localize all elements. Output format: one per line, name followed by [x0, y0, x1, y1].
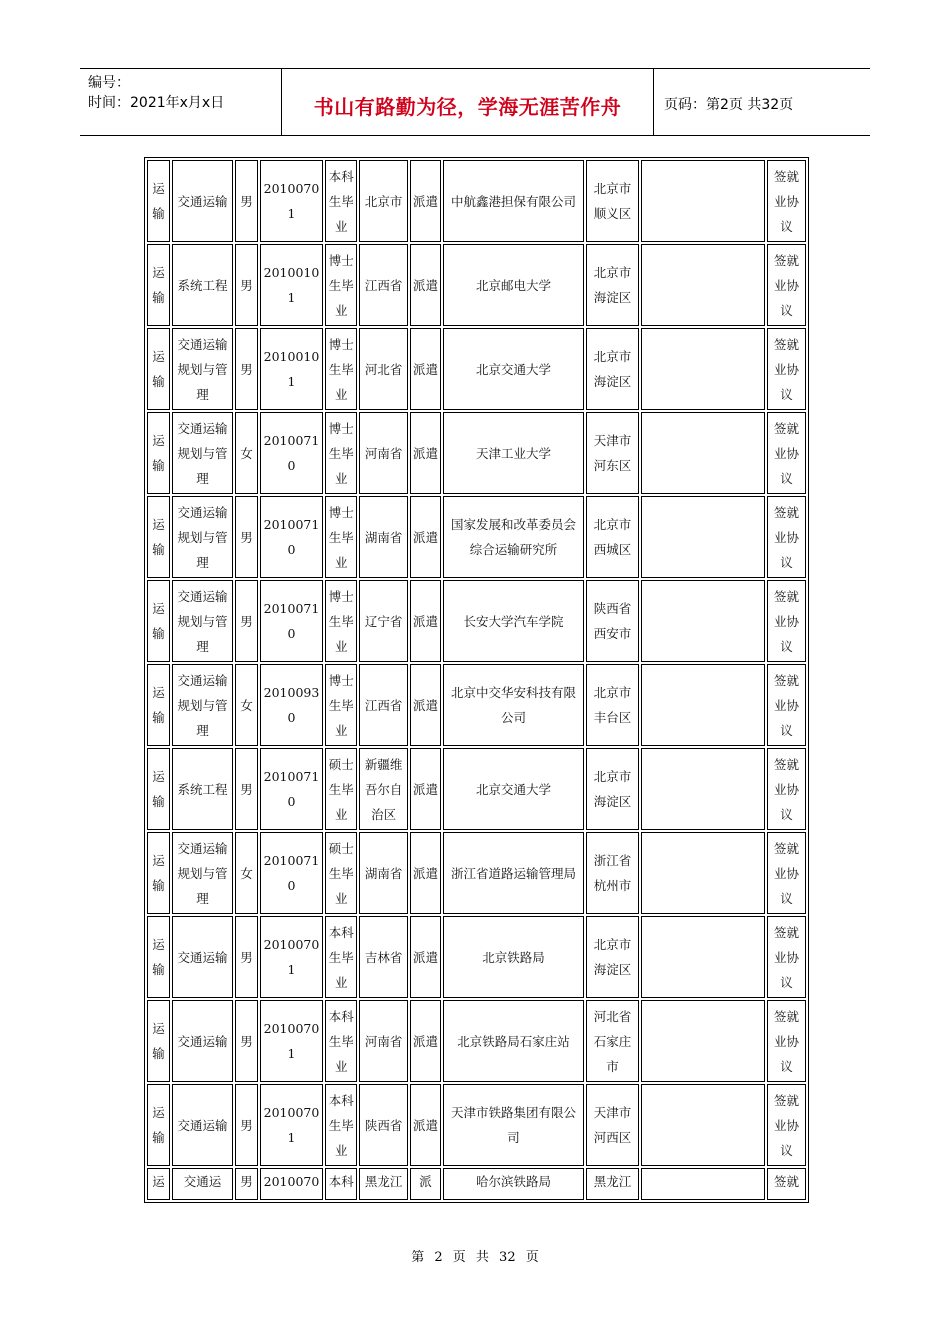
cell-degree: 硕士生毕业 — [325, 832, 358, 914]
cell-major: 交通运输规划与管理 — [172, 496, 233, 578]
cell-dept: 运输 — [147, 496, 170, 578]
cell-degree: 本科生毕业 — [325, 916, 358, 998]
cell-dept: 运输 — [147, 1000, 170, 1082]
cell-date: 20100701 — [260, 1084, 323, 1166]
cell-date: 20100710 — [260, 496, 323, 578]
cell-agreement: 签就业协议 — [767, 1000, 806, 1082]
cell-date: 20100701 — [260, 1000, 323, 1082]
cell-employer: 北京交通大学 — [443, 748, 584, 830]
cell-gender: 男 — [235, 1168, 258, 1200]
cell-dept: 运输 — [147, 832, 170, 914]
cell-major: 系统工程 — [172, 244, 233, 326]
cell-remark — [641, 1000, 765, 1082]
cell-dispatch: 派遣 — [410, 748, 441, 830]
cell-date: 2010070 — [260, 1168, 323, 1200]
table-row — [147, 496, 806, 578]
cell-location: 北京市海淀区 — [586, 916, 640, 998]
cell-gender: 男 — [235, 328, 258, 410]
cell-location: 北京市顺义区 — [586, 160, 640, 242]
cell-degree: 博士生毕业 — [325, 328, 358, 410]
cell-dept: 运输 — [147, 160, 170, 242]
cell-employer: 中航鑫港担保有限公司 — [443, 160, 584, 242]
cell-dispatch: 派遣 — [410, 916, 441, 998]
cell-agreement: 签就业协议 — [767, 580, 806, 662]
cell-agreement: 签就业协议 — [767, 1084, 806, 1166]
cell-location: 北京市西城区 — [586, 496, 640, 578]
cell-dept: 运 — [147, 1168, 170, 1200]
cell-gender: 男 — [235, 496, 258, 578]
cell-major: 交通运输 — [172, 1084, 233, 1166]
cell-dispatch: 派 — [410, 1168, 441, 1200]
table-row — [147, 1168, 806, 1200]
cell-date: 20100701 — [260, 916, 323, 998]
cell-remark — [641, 496, 765, 578]
cell-date: 20100701 — [260, 160, 323, 242]
doc-code-label: 编号： — [88, 75, 130, 91]
table-row — [147, 328, 806, 410]
cell-dispatch: 派遣 — [410, 664, 441, 746]
cell-gender: 男 — [235, 1084, 258, 1166]
cell-employer: 天津工业大学 — [443, 412, 584, 494]
cell-dept: 运输 — [147, 244, 170, 326]
page-header — [80, 68, 870, 136]
cell-major: 交通运输 — [172, 916, 233, 998]
cell-degree: 本科 — [325, 1168, 358, 1200]
cell-agreement: 签就业协议 — [767, 916, 806, 998]
cell-province: 江西省 — [359, 244, 407, 326]
cell-agreement: 签就业协议 — [767, 160, 806, 242]
table-row — [147, 916, 806, 998]
cell-remark — [641, 832, 765, 914]
cell-province: 河南省 — [359, 1000, 407, 1082]
cell-dispatch: 派遣 — [410, 1000, 441, 1082]
table-row — [147, 1000, 806, 1082]
table-row — [147, 244, 806, 326]
cell-location: 北京市海淀区 — [586, 244, 640, 326]
cell-agreement: 签就业协议 — [767, 496, 806, 578]
cell-dispatch: 派遣 — [410, 328, 441, 410]
cell-remark — [641, 664, 765, 746]
cell-major: 交通运输规划与管理 — [172, 328, 233, 410]
cell-agreement: 签就 — [767, 1168, 806, 1200]
cell-agreement: 签就业协议 — [767, 412, 806, 494]
cell-degree: 博士生毕业 — [325, 664, 358, 746]
cell-province: 吉林省 — [359, 916, 407, 998]
cell-province: 江西省 — [359, 664, 407, 746]
table-body — [147, 160, 806, 1200]
cell-degree: 本科生毕业 — [325, 1084, 358, 1166]
cell-dispatch: 派遣 — [410, 832, 441, 914]
cell-location: 天津市河西区 — [586, 1084, 640, 1166]
cell-gender: 女 — [235, 832, 258, 914]
cell-dept: 运输 — [147, 328, 170, 410]
cell-location: 河北省石家庄市 — [586, 1000, 640, 1082]
cell-dispatch: 派遣 — [410, 580, 441, 662]
cell-employer: 北京交通大学 — [443, 328, 584, 410]
cell-degree: 本科生毕业 — [325, 160, 358, 242]
cell-dept: 运输 — [147, 916, 170, 998]
cell-province: 湖南省 — [359, 496, 407, 578]
cell-remark — [641, 244, 765, 326]
cell-dept: 运输 — [147, 664, 170, 746]
cell-location: 浙江省杭州市 — [586, 832, 640, 914]
cell-dispatch: 派遣 — [410, 412, 441, 494]
header-motto: 书山有路勤为径，学海无涯苦作舟 — [313, 94, 622, 119]
cell-major: 系统工程 — [172, 748, 233, 830]
cell-gender: 男 — [235, 160, 258, 242]
header-page-info: 页码：第2页 共32页 — [664, 97, 794, 113]
cell-dept: 运输 — [147, 412, 170, 494]
cell-location: 天津市河东区 — [586, 412, 640, 494]
cell-location: 黑龙江 — [586, 1168, 640, 1200]
table-row — [147, 580, 806, 662]
cell-province: 新疆维吾尔自治区 — [359, 748, 407, 830]
cell-province: 北京市 — [359, 160, 407, 242]
cell-remark — [641, 748, 765, 830]
cell-remark — [641, 580, 765, 662]
cell-gender: 男 — [235, 1000, 258, 1082]
cell-province: 辽宁省 — [359, 580, 407, 662]
cell-dept: 运输 — [147, 580, 170, 662]
cell-dispatch: 派遣 — [410, 1084, 441, 1166]
cell-location: 北京市丰台区 — [586, 664, 640, 746]
doc-time-label: 时间：2021年x月x日 — [88, 95, 225, 111]
cell-gender: 女 — [235, 412, 258, 494]
table-row — [147, 748, 806, 830]
cell-dispatch: 派遣 — [410, 160, 441, 242]
cell-dispatch: 派遣 — [410, 496, 441, 578]
cell-date: 20100710 — [260, 412, 323, 494]
header-meta — [80, 69, 282, 135]
cell-employer: 哈尔滨铁路局 — [443, 1168, 584, 1200]
table-row — [147, 832, 806, 914]
cell-degree: 硕士生毕业 — [325, 748, 358, 830]
cell-employer: 北京邮电大学 — [443, 244, 584, 326]
cell-gender: 男 — [235, 580, 258, 662]
cell-agreement: 签就业协议 — [767, 244, 806, 326]
cell-dept: 运输 — [147, 1084, 170, 1166]
cell-date: 20100101 — [260, 244, 323, 326]
cell-gender: 男 — [235, 748, 258, 830]
cell-province: 陕西省 — [359, 1084, 407, 1166]
table-row — [147, 160, 806, 242]
cell-remark — [641, 412, 765, 494]
cell-agreement: 签就业协议 — [767, 328, 806, 410]
cell-remark — [641, 1168, 765, 1200]
cell-degree: 博士生毕业 — [325, 244, 358, 326]
cell-province: 河南省 — [359, 412, 407, 494]
table-row — [147, 412, 806, 494]
cell-major: 交通运输规划与管理 — [172, 832, 233, 914]
cell-degree: 博士生毕业 — [325, 496, 358, 578]
cell-dispatch: 派遣 — [410, 244, 441, 326]
cell-employer: 天津市铁路集团有限公司 — [443, 1084, 584, 1166]
cell-major: 交通运 — [172, 1168, 233, 1200]
graduate-placement-table — [144, 157, 809, 1203]
cell-major: 交通运输规划与管理 — [172, 664, 233, 746]
cell-degree: 本科生毕业 — [325, 1000, 358, 1082]
cell-degree: 博士生毕业 — [325, 580, 358, 662]
cell-location: 陕西省西安市 — [586, 580, 640, 662]
cell-date: 20100710 — [260, 748, 323, 830]
cell-degree: 博士生毕业 — [325, 412, 358, 494]
cell-location: 北京市海淀区 — [586, 748, 640, 830]
cell-date: 20100710 — [260, 580, 323, 662]
cell-remark — [641, 328, 765, 410]
cell-employer: 浙江省道路运输管理局 — [443, 832, 584, 914]
cell-agreement: 签就业协议 — [767, 664, 806, 746]
cell-employer: 北京中交华安科技有限公司 — [443, 664, 584, 746]
page-footer: 第 2 页 共 32 页 — [411, 1250, 539, 1265]
cell-agreement: 签就业协议 — [767, 748, 806, 830]
cell-remark — [641, 916, 765, 998]
cell-employer: 长安大学汽车学院 — [443, 580, 584, 662]
cell-province: 湖南省 — [359, 832, 407, 914]
cell-remark — [641, 160, 765, 242]
cell-major: 交通运输 — [172, 160, 233, 242]
cell-agreement: 签就业协议 — [767, 832, 806, 914]
cell-province: 河北省 — [359, 328, 407, 410]
cell-date: 20100930 — [260, 664, 323, 746]
cell-employer: 北京铁路局石家庄站 — [443, 1000, 584, 1082]
cell-dept: 运输 — [147, 748, 170, 830]
table-row — [147, 1084, 806, 1166]
table-row — [147, 664, 806, 746]
cell-employer: 国家发展和改革委员会综合运输研究所 — [443, 496, 584, 578]
cell-location: 北京市海淀区 — [586, 328, 640, 410]
cell-employer: 北京铁路局 — [443, 916, 584, 998]
cell-major: 交通运输规划与管理 — [172, 580, 233, 662]
cell-major: 交通运输规划与管理 — [172, 412, 233, 494]
cell-remark — [641, 1084, 765, 1166]
cell-date: 20100710 — [260, 832, 323, 914]
cell-gender: 男 — [235, 916, 258, 998]
cell-date: 20100101 — [260, 328, 323, 410]
cell-gender: 男 — [235, 244, 258, 326]
cell-major: 交通运输 — [172, 1000, 233, 1082]
cell-province: 黑龙江 — [359, 1168, 407, 1200]
header-motto-cell — [282, 69, 654, 135]
cell-gender: 女 — [235, 664, 258, 746]
